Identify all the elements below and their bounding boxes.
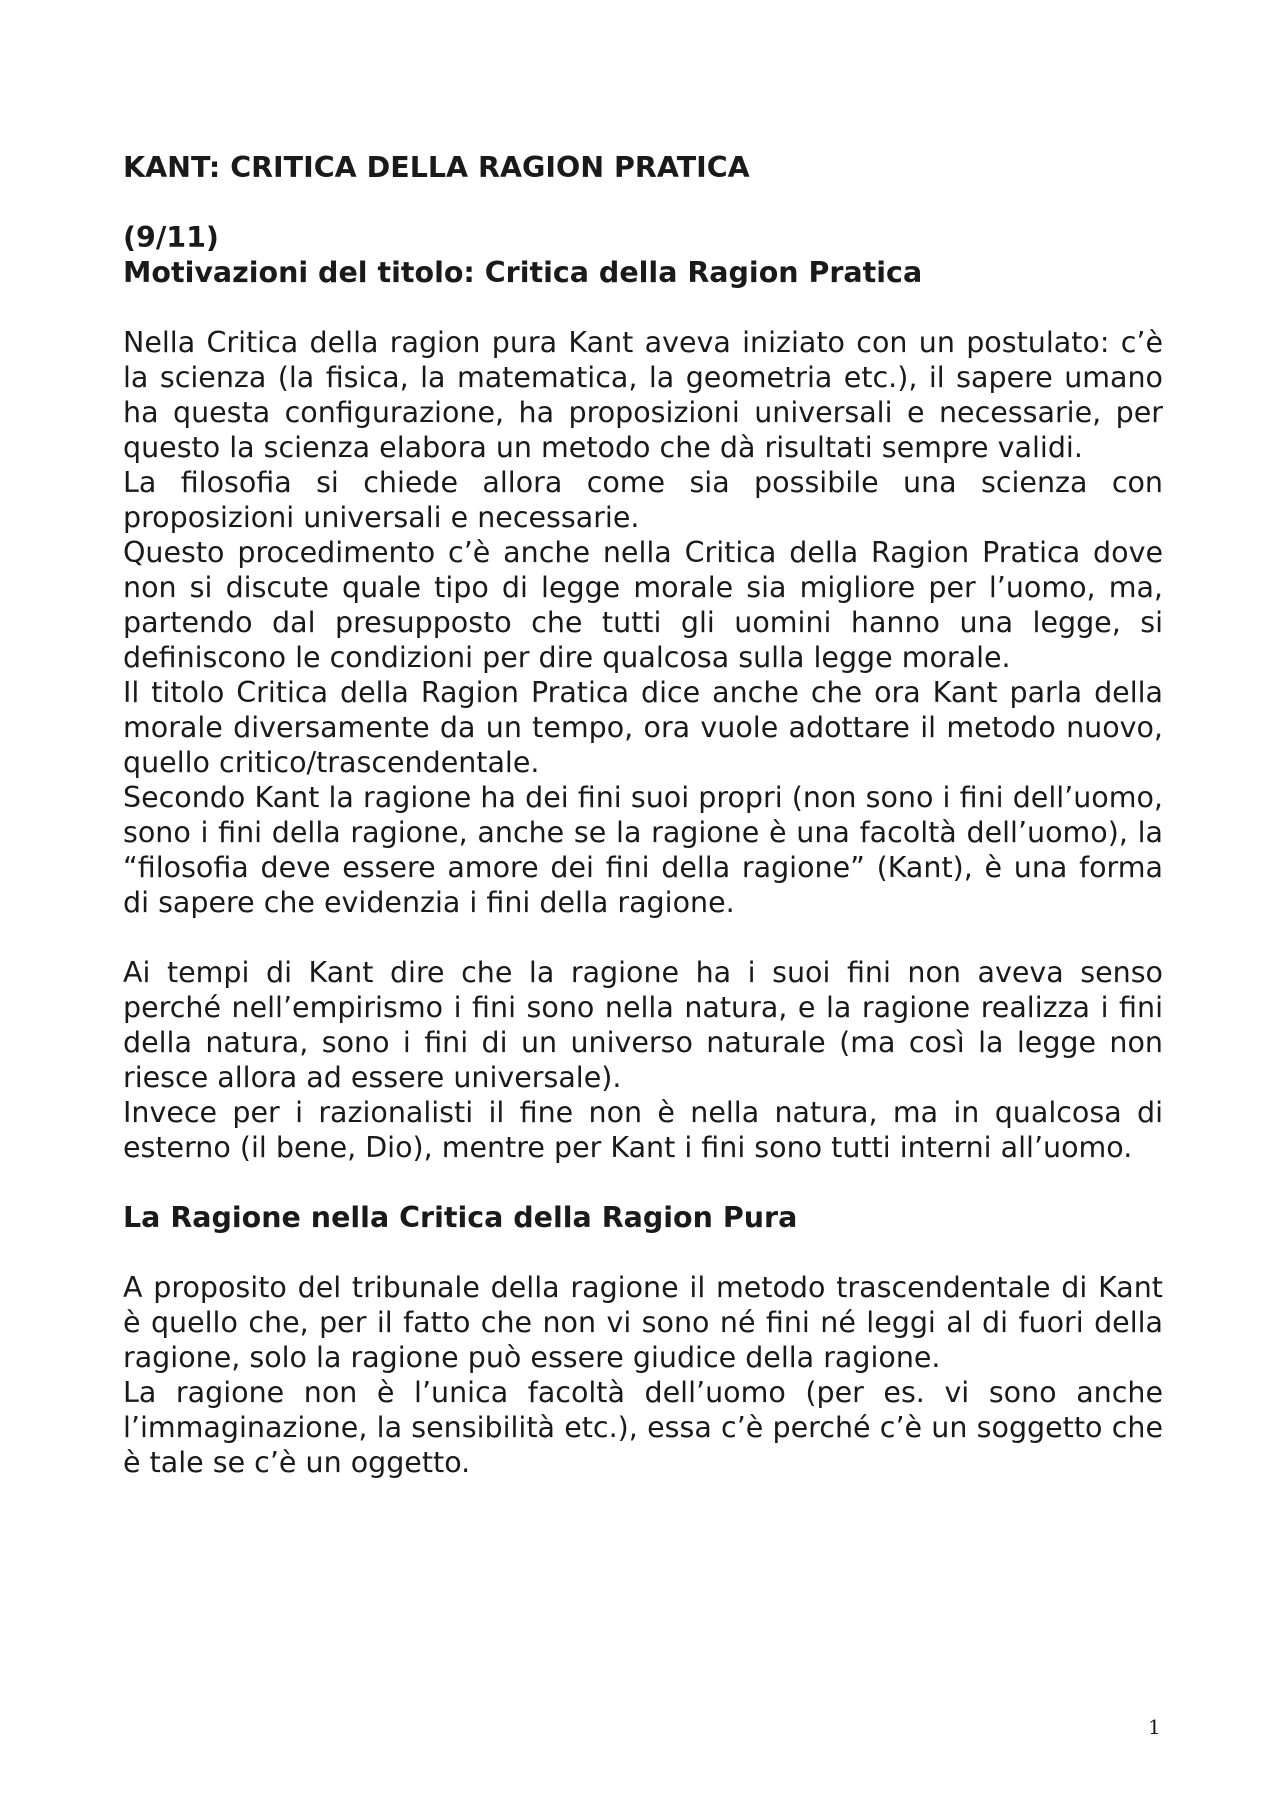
paragraph: Il titolo Critica della Ragion Pratica dice anche che ora Kant parla della morale diversamente da un tempo, ora vuole adottare il metodo nuovo, quello critico/trascendentale. (123, 676, 1163, 779)
paragraph: Ai tempi di Kant dire che la ragione ha i suoi fini non aveva senso perché nell’empirismo i fini sono nella natura, e la ragione realizza i fini della natura, sono i fini di un universo naturale (ma così la legge non riesce allora ad essere universale). (123, 956, 1163, 1094)
spacer (123, 1235, 1163, 1270)
section-heading-motivazioni: Motivazioni del titolo: Critica della Ragion Pratica (123, 256, 923, 289)
spacer (123, 1165, 1163, 1200)
spacer (123, 290, 1163, 325)
paragraph: Invece per i razionalisti il fine non è nella natura, ma in qualcosa di esterno (il bene, Dio), mentre per Kant i fini sono tutti interni all’uomo. (123, 1096, 1163, 1164)
section-heading-ragione: La Ragione nella Critica della Ragion Pura (123, 1201, 798, 1234)
paragraph: A proposito del tribunale della ragione il metodo trascendentale di Kant è quello che, per il fatto che non vi sono né fini né leggi al di fuori della ragione, solo la ragione può essere giudice della ragione. (123, 1271, 1163, 1374)
paragraph: Secondo Kant la ragione ha dei fini suoi propri (non sono i fini dell’uomo, sono i fini della ragione, anche se la ragione è una facoltà dell’uomo), la “filosofia deve essere amore dei fini della ragione” (Kant), è una forma di sapere che evidenzia i fini della ragione. (123, 781, 1163, 919)
page-number: 1 (1148, 1715, 1161, 1739)
paragraph: Nella Critica della ragion pura Kant aveva iniziato con un postulato: c’è la scienza (la fisica, la matematica, la geometria etc.), il sapere umano ha questa configurazione, ha proposizioni universali e necessarie, per questo la scienza elabora un metodo che dà risultati sempre validi. (123, 326, 1163, 464)
spacer (123, 185, 1163, 220)
paragraph: La ragione non è l’unica facoltà dell’uomo (per es. vi sono anche l’immaginazione, la sensibilità etc.), essa c’è perché c’è un soggetto che è tale se c’è un oggetto. (123, 1376, 1163, 1479)
document-title: KANT: CRITICA DELLA RAGION PRATICA (123, 151, 750, 184)
paragraph: La filosofia si chiede allora come sia possibile una scienza con proposizioni universali e necessarie. (123, 466, 1163, 534)
spacer (123, 920, 1163, 955)
document-body (123, 150, 1163, 1480)
lecture-date: (9/11) (123, 221, 219, 254)
paragraph: Questo procedimento c’è anche nella Critica della Ragion Pratica dove non si discute quale tipo di legge morale sia migliore per l’uomo, ma, partendo dal presupposto che tutti gli uomini hanno una legge, si definiscono le condizioni per dire qualcosa sulla legge morale. (123, 536, 1163, 674)
